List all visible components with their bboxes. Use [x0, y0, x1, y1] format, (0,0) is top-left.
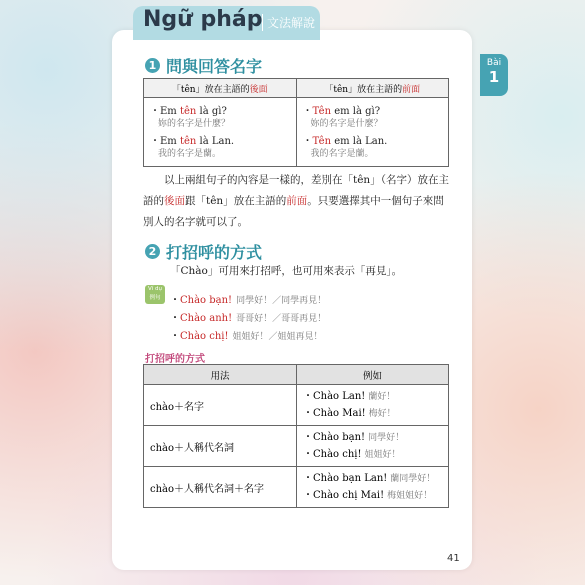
right-sentence-2: ・Tên em là Lan. — [302, 136, 388, 147]
table-row — [144, 385, 449, 426]
header-example: 例如 — [297, 365, 449, 385]
greeting-table-title: 打招呼的方式 — [145, 354, 205, 365]
left-translation-2: 我的名字是蘭。 — [158, 149, 222, 159]
page-title: Ngữ pháp — [143, 7, 263, 32]
col-header-before — [296, 79, 449, 98]
greeting-table — [143, 364, 449, 508]
left-sentence-1: ・Em tên là gì? — [150, 106, 227, 117]
section2-heading — [145, 240, 262, 263]
section2-title: 打招呼的方式 — [166, 243, 263, 262]
section2-number: 2 — [145, 244, 160, 259]
example-badge — [145, 285, 165, 304]
explanation-paragraph: 以上兩組句子的內容是一樣的，差別在「tên」（名字）放在主語的後面跟「tên」放在主語的前面。只要選擇其中一個句子來問別人的名字就可以了。 — [143, 174, 449, 228]
example-line-3: ・Chào chị! 姐姐好！／姐姐再見！ — [170, 331, 323, 342]
col-header-after — [144, 79, 297, 98]
lesson-tab — [480, 54, 508, 96]
right-examples — [296, 98, 449, 167]
left-examples — [144, 98, 297, 167]
usage-cell: chào＋人稱代名詞 — [144, 426, 297, 467]
example-line-2: ・Chào anh! 哥哥好！／哥哥再見！ — [170, 313, 327, 324]
col-header-after-text: 「tên」放在主語的 — [171, 84, 250, 95]
table-row — [144, 467, 449, 508]
page-number: 41 — [447, 553, 460, 564]
section1-heading — [145, 54, 262, 77]
lesson-number: 1 — [488, 68, 500, 86]
chao-intro: 「Chào」可用來打招呼，也可用來表示「再見」。 — [170, 265, 403, 277]
name-question-table — [143, 78, 449, 167]
col-header-before-text: 「tên」放在主語的 — [324, 84, 403, 95]
left-sentence-2: ・Em tên là Lan. — [150, 136, 235, 147]
example-line-1: ・Chào bạn! 同學好！／同學再見！ — [170, 295, 327, 306]
lesson-word: Bài — [486, 58, 502, 68]
section1-number: 1 — [145, 58, 160, 73]
right-translation-1: 妳的名字是什麼？ — [310, 119, 383, 129]
example-cell: ・Chào Lan! 蘭好！ ・Chào Mai! 梅好！ — [297, 385, 449, 426]
table-row — [144, 426, 449, 467]
example-badge-zh: 例句 — [149, 295, 161, 301]
col-header-after-hl: 後面 — [249, 84, 268, 95]
section1-title: 問與回答名字 — [166, 57, 263, 76]
right-sentence-1: ・Tên em là gì? — [302, 106, 381, 117]
page-subtitle: 文法解說 — [262, 14, 315, 31]
example-badge-vn: Ví dụ — [147, 286, 163, 292]
header-usage: 用法 — [144, 365, 297, 385]
example-cell: ・Chào bạn! 同學好！ ・Chào chị! 姐姐好！ — [297, 426, 449, 467]
usage-cell: chào＋人稱代名詞＋名字 — [144, 467, 297, 508]
example-cell: ・Chào bạn Lan! 蘭同學好！ ・Chào chị Mai! 梅姐姐好！ — [297, 467, 449, 508]
usage-cell: chào＋名字 — [144, 385, 297, 426]
col-header-before-hl: 前面 — [402, 84, 421, 95]
left-translation-1: 妳的名字是什麼？ — [158, 119, 231, 129]
right-translation-2: 我的名字是蘭。 — [310, 149, 374, 159]
